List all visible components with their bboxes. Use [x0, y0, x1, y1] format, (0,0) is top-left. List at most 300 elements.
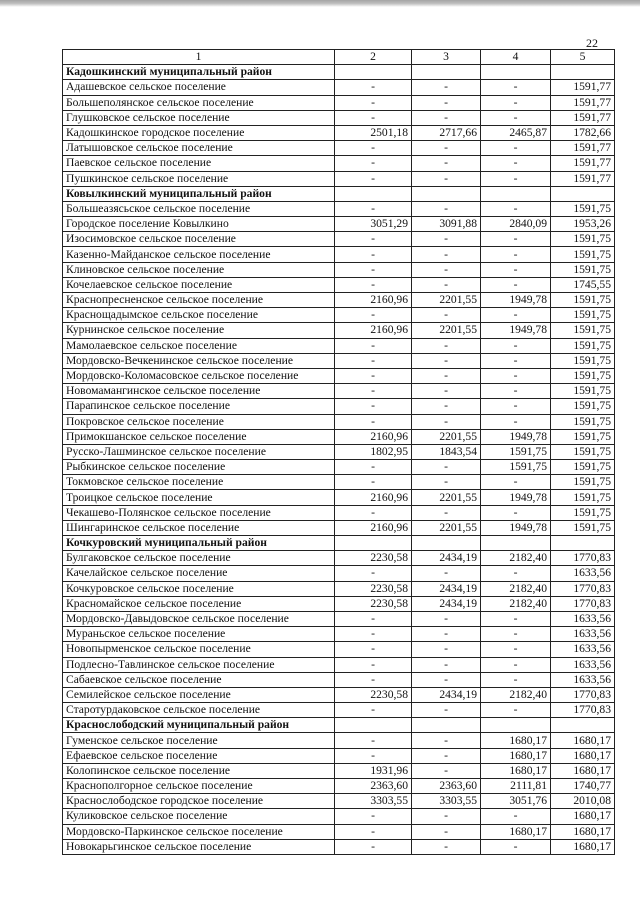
value-cell-col-3: - [412, 247, 481, 262]
table-row [63, 779, 615, 794]
header-col-3: 3 [412, 50, 481, 65]
value-cell-col-5: 1680,17 [551, 809, 615, 824]
settlement-name: Мамолаевское сельское поселение [63, 338, 335, 353]
settlement-name: Казенно-Майданское сельское поселение [63, 247, 335, 262]
value-cell-col-2: - [335, 809, 412, 824]
value-cell-col-5: 1591,75 [551, 399, 615, 414]
value-cell-col-2: - [335, 232, 412, 247]
value-cell-col-4: - [481, 156, 551, 171]
value-cell-col-5: 1770,83 [551, 581, 615, 596]
settlement-name: Изосимовское сельское поселение [63, 232, 335, 247]
value-cell-col-2: - [335, 748, 412, 763]
value-cell-col-5 [551, 718, 615, 733]
value-cell-col-4: - [481, 201, 551, 216]
value-cell-col-3: - [412, 201, 481, 216]
table-row [63, 156, 615, 171]
value-cell-col-5: 1591,75 [551, 293, 615, 308]
value-cell-col-3: - [412, 262, 481, 277]
value-cell-col-5: 1591,75 [551, 323, 615, 338]
value-cell-col-4 [481, 718, 551, 733]
table-body [63, 50, 615, 855]
settlement-name: Клиновское сельское поселение [63, 262, 335, 277]
value-cell-col-5: 1633,56 [551, 642, 615, 657]
settlement-name: Глушковское сельское поселение [63, 110, 335, 125]
value-cell-col-5: 1591,75 [551, 201, 615, 216]
value-cell-col-2: - [335, 824, 412, 839]
value-cell-col-4: - [481, 308, 551, 323]
value-cell-col-2: 1802,95 [335, 444, 412, 459]
table-row [63, 794, 615, 809]
table-header-row [63, 50, 615, 65]
value-cell-col-5: 1633,56 [551, 566, 615, 581]
table-row [63, 460, 615, 475]
value-cell-col-5: 1680,17 [551, 748, 615, 763]
value-cell-col-5 [551, 65, 615, 80]
value-cell-col-3: 2434,19 [412, 687, 481, 702]
value-cell-col-4: - [481, 703, 551, 718]
table-row [63, 353, 615, 368]
value-cell-col-3: - [412, 308, 481, 323]
value-cell-col-5: 1591,75 [551, 475, 615, 490]
table-row [63, 414, 615, 429]
value-cell-col-5: 1591,75 [551, 505, 615, 520]
value-cell-col-4: 1949,78 [481, 490, 551, 505]
value-cell-col-3: - [412, 156, 481, 171]
value-cell-col-3: - [412, 353, 481, 368]
value-cell-col-4: 2182,40 [481, 551, 551, 566]
settlement-name: Семилейское сельское поселение [63, 687, 335, 702]
table-row [63, 277, 615, 292]
value-cell-col-3: - [412, 672, 481, 687]
settlement-name: Троицкое сельское поселение [63, 490, 335, 505]
value-cell-col-5: 1633,56 [551, 627, 615, 642]
value-cell-col-2: - [335, 110, 412, 125]
value-cell-col-3: - [412, 763, 481, 778]
table-row [63, 262, 615, 277]
value-cell-col-4: - [481, 475, 551, 490]
value-cell-col-5: 1591,75 [551, 429, 615, 444]
value-cell-col-5: 1591,75 [551, 490, 615, 505]
value-cell-col-3: 2201,55 [412, 323, 481, 338]
value-cell-col-5: 1591,75 [551, 384, 615, 399]
value-cell-col-2: - [335, 733, 412, 748]
settlement-name: Русско-Лашминское сельское поселение [63, 444, 335, 459]
table-row [63, 95, 615, 110]
table-row [63, 110, 615, 125]
value-cell-col-4: - [481, 171, 551, 186]
settlement-name: Куликовское сельское поселение [63, 809, 335, 824]
value-cell-col-4: 1949,78 [481, 429, 551, 444]
value-cell-col-5: 1770,83 [551, 687, 615, 702]
value-cell-col-4: - [481, 141, 551, 156]
table-row [63, 566, 615, 581]
value-cell-col-5: 1591,75 [551, 368, 615, 383]
value-cell-col-3: - [412, 642, 481, 657]
page-number: 22 [586, 36, 598, 50]
value-cell-col-3: - [412, 368, 481, 383]
value-cell-col-4: 1949,78 [481, 293, 551, 308]
value-cell-col-2: - [335, 277, 412, 292]
settlement-name: Кадошкинское городское поселение [63, 125, 335, 140]
value-cell-col-4: - [481, 627, 551, 642]
value-cell-col-3: - [412, 110, 481, 125]
value-cell-col-2 [335, 718, 412, 733]
value-cell-col-4: 2111,81 [481, 779, 551, 794]
value-cell-col-4: 1949,78 [481, 323, 551, 338]
value-cell-col-3: - [412, 611, 481, 626]
tariff-table [62, 49, 615, 855]
value-cell-col-2: - [335, 247, 412, 262]
value-cell-col-3: 2434,19 [412, 551, 481, 566]
table-row [63, 839, 615, 854]
settlement-name: Краснопресненское сельское поселение [63, 293, 335, 308]
value-cell-col-4: - [481, 110, 551, 125]
table-row [63, 581, 615, 596]
value-cell-col-2: - [335, 156, 412, 171]
value-cell-col-4: - [481, 399, 551, 414]
settlement-name: Примокшанское сельское поселение [63, 429, 335, 444]
settlement-name: Гуменское сельское поселение [63, 733, 335, 748]
value-cell-col-4: - [481, 672, 551, 687]
value-cell-col-2: - [335, 627, 412, 642]
value-cell-col-3: - [412, 141, 481, 156]
value-cell-col-4: 1949,78 [481, 520, 551, 535]
section-header-row [63, 718, 615, 733]
value-cell-col-2: - [335, 308, 412, 323]
table-row [63, 763, 615, 778]
value-cell-col-5: 1745,55 [551, 277, 615, 292]
table-row [63, 642, 615, 657]
settlement-name: Чекашево-Полянское сельское поселение [63, 505, 335, 520]
value-cell-col-2: - [335, 262, 412, 277]
settlement-name: Городское поселение Ковылкино [63, 217, 335, 232]
value-cell-col-5 [551, 186, 615, 201]
value-cell-col-2: - [335, 338, 412, 353]
value-cell-col-2: - [335, 368, 412, 383]
table-row [63, 293, 615, 308]
value-cell-col-5: 1591,77 [551, 110, 615, 125]
table-row [63, 490, 615, 505]
table-row [63, 444, 615, 459]
value-cell-col-3: - [412, 399, 481, 414]
value-cell-col-4: - [481, 611, 551, 626]
value-cell-col-5: 1591,75 [551, 232, 615, 247]
value-cell-col-3: - [412, 414, 481, 429]
table-row [63, 399, 615, 414]
settlement-name: Адашевское сельское поселение [63, 80, 335, 95]
value-cell-col-2: 2230,58 [335, 687, 412, 702]
value-cell-col-3: 2434,19 [412, 581, 481, 596]
value-cell-col-5: 1591,75 [551, 414, 615, 429]
table-row [63, 687, 615, 702]
value-cell-col-4: - [481, 809, 551, 824]
value-cell-col-2: - [335, 505, 412, 520]
settlement-name: Колопинское сельское поселение [63, 763, 335, 778]
value-cell-col-2: 2160,96 [335, 293, 412, 308]
settlement-name: Токмовское сельское поселение [63, 475, 335, 490]
value-cell-col-4: 2840,09 [481, 217, 551, 232]
table-row [63, 384, 615, 399]
section-header-row [63, 536, 615, 551]
value-cell-col-4: - [481, 839, 551, 854]
value-cell-col-5: 2010,08 [551, 794, 615, 809]
value-cell-col-5: 1633,56 [551, 672, 615, 687]
value-cell-col-3: - [412, 824, 481, 839]
value-cell-col-3: 2434,19 [412, 596, 481, 611]
value-cell-col-4: 2182,40 [481, 687, 551, 702]
settlement-name: Булгаковское сельское поселение [63, 551, 335, 566]
section-title: Ковылкинский муниципальный район [63, 186, 335, 201]
header-col-4: 4 [481, 50, 551, 65]
value-cell-col-4: - [481, 80, 551, 95]
table-row [63, 551, 615, 566]
settlement-name: Новомамангинское сельское поселение [63, 384, 335, 399]
value-cell-col-5: 1591,77 [551, 141, 615, 156]
table-row [63, 627, 615, 642]
value-cell-col-4: 1680,17 [481, 763, 551, 778]
value-cell-col-3: - [412, 748, 481, 763]
value-cell-col-2: - [335, 566, 412, 581]
value-cell-col-2: 1931,96 [335, 763, 412, 778]
settlement-name: Краснослободское городское поселение [63, 794, 335, 809]
value-cell-col-3: - [412, 80, 481, 95]
table-row [63, 596, 615, 611]
settlement-name: Рыбкинское сельское поселение [63, 460, 335, 475]
value-cell-col-4 [481, 186, 551, 201]
value-cell-col-4 [481, 65, 551, 80]
value-cell-col-2: 2230,58 [335, 581, 412, 596]
value-cell-col-3 [412, 65, 481, 80]
value-cell-col-3: - [412, 95, 481, 110]
settlement-name: Мордовско-Давыдовское сельское поселение [63, 611, 335, 626]
table-row [63, 80, 615, 95]
value-cell-col-4: - [481, 338, 551, 353]
value-cell-col-3 [412, 718, 481, 733]
settlement-name: Парапинское сельское поселение [63, 399, 335, 414]
scan-edge-shadow [0, 0, 640, 7]
settlement-name: Новокарьгинское сельское поселение [63, 839, 335, 854]
value-cell-col-3: 3091,88 [412, 217, 481, 232]
value-cell-col-3: - [412, 505, 481, 520]
value-cell-col-2: - [335, 95, 412, 110]
table-row [63, 232, 615, 247]
settlement-name: Покровское сельское поселение [63, 414, 335, 429]
value-cell-col-2 [335, 186, 412, 201]
value-cell-col-3: - [412, 733, 481, 748]
header-col-1: 1 [63, 50, 335, 65]
value-cell-col-4: 1591,75 [481, 460, 551, 475]
settlement-name: Шингаринское сельское поселение [63, 520, 335, 535]
value-cell-col-5: 1591,75 [551, 460, 615, 475]
value-cell-col-5: 1591,75 [551, 262, 615, 277]
value-cell-col-5: 1591,77 [551, 156, 615, 171]
settlement-name: Мордовско-Коломасовское сельское поселение [63, 368, 335, 383]
table-row [63, 201, 615, 216]
value-cell-col-2: - [335, 171, 412, 186]
settlement-name: Сабаевское сельское поселение [63, 672, 335, 687]
table-row [63, 657, 615, 672]
table-row [63, 323, 615, 338]
value-cell-col-3 [412, 536, 481, 551]
value-cell-col-5: 1782,66 [551, 125, 615, 140]
value-cell-col-2: - [335, 475, 412, 490]
value-cell-col-4: - [481, 642, 551, 657]
settlement-name: Большеазясьское сельское поселение [63, 201, 335, 216]
value-cell-col-2: 3303,55 [335, 794, 412, 809]
value-cell-col-4: - [481, 353, 551, 368]
table-row [63, 429, 615, 444]
value-cell-col-3: 2717,66 [412, 125, 481, 140]
value-cell-col-2: - [335, 611, 412, 626]
settlement-name: Пушкинское сельское поселение [63, 171, 335, 186]
value-cell-col-3: - [412, 232, 481, 247]
settlement-name: Мураньское сельское поселение [63, 627, 335, 642]
value-cell-col-4: - [481, 262, 551, 277]
value-cell-col-5: 1591,77 [551, 80, 615, 95]
settlement-name: Мордовско-Вечкенинское сельское поселение [63, 353, 335, 368]
header-col-5: 5 [551, 50, 615, 65]
value-cell-col-3: - [412, 460, 481, 475]
value-cell-col-4: - [481, 566, 551, 581]
value-cell-col-2: 2160,96 [335, 323, 412, 338]
value-cell-col-5: 1591,75 [551, 353, 615, 368]
value-cell-col-4: - [481, 95, 551, 110]
value-cell-col-5: 1591,77 [551, 95, 615, 110]
table-row [63, 748, 615, 763]
value-cell-col-3: 1843,54 [412, 444, 481, 459]
settlement-name: Краснополгорное сельское поселение [63, 779, 335, 794]
value-cell-col-4: 2465,87 [481, 125, 551, 140]
value-cell-col-5: 1591,75 [551, 247, 615, 262]
value-cell-col-4 [481, 536, 551, 551]
value-cell-col-5: 1680,17 [551, 824, 615, 839]
value-cell-col-5: 1591,77 [551, 171, 615, 186]
value-cell-col-4: - [481, 232, 551, 247]
value-cell-col-5: 1680,17 [551, 839, 615, 854]
table-row [63, 824, 615, 839]
value-cell-col-4: - [481, 657, 551, 672]
section-header-row [63, 65, 615, 80]
value-cell-col-4: 2182,40 [481, 581, 551, 596]
value-cell-col-5: 1770,83 [551, 551, 615, 566]
value-cell-col-2 [335, 65, 412, 80]
value-cell-col-3 [412, 186, 481, 201]
value-cell-col-5: 1680,17 [551, 763, 615, 778]
table-row [63, 141, 615, 156]
value-cell-col-3: 2201,55 [412, 490, 481, 505]
table-row [63, 733, 615, 748]
settlement-name: Качелайское сельское поселение [63, 566, 335, 581]
settlement-name: Латышовское сельское поселение [63, 141, 335, 156]
section-title: Кадошкинский муниципальный район [63, 65, 335, 80]
table-row [63, 672, 615, 687]
table-row [63, 505, 615, 520]
value-cell-col-2: - [335, 839, 412, 854]
value-cell-col-3: - [412, 566, 481, 581]
settlement-name: Кочелаевское сельское поселение [63, 277, 335, 292]
value-cell-col-4: - [481, 384, 551, 399]
settlement-name: Мордовско-Паркинское сельское поселение [63, 824, 335, 839]
value-cell-col-3: 2201,55 [412, 520, 481, 535]
value-cell-col-4: 2182,40 [481, 596, 551, 611]
value-cell-col-2: 2160,96 [335, 429, 412, 444]
value-cell-col-2: 2230,58 [335, 596, 412, 611]
settlement-name: Старотурдаковское сельское поселение [63, 703, 335, 718]
value-cell-col-2: - [335, 460, 412, 475]
value-cell-col-3: 2201,55 [412, 429, 481, 444]
table-row [63, 475, 615, 490]
value-cell-col-2: 2230,58 [335, 551, 412, 566]
value-cell-col-3: - [412, 657, 481, 672]
value-cell-col-5 [551, 536, 615, 551]
value-cell-col-5: 1591,75 [551, 338, 615, 353]
value-cell-col-5: 1591,75 [551, 520, 615, 535]
value-cell-col-2: - [335, 672, 412, 687]
settlement-name: Паевское сельское поселение [63, 156, 335, 171]
table-row [63, 338, 615, 353]
settlement-name: Новопырменское сельское поселение [63, 642, 335, 657]
value-cell-col-3: - [412, 703, 481, 718]
value-cell-col-2: - [335, 399, 412, 414]
table-row [63, 703, 615, 718]
value-cell-col-4: 1680,17 [481, 824, 551, 839]
section-header-row [63, 186, 615, 201]
value-cell-col-2: - [335, 80, 412, 95]
value-cell-col-2: - [335, 353, 412, 368]
table-row [63, 247, 615, 262]
table-row [63, 809, 615, 824]
value-cell-col-2: - [335, 141, 412, 156]
value-cell-col-4: 1591,75 [481, 444, 551, 459]
settlement-name: Краснощадымское сельское поселение [63, 308, 335, 323]
value-cell-col-2: - [335, 703, 412, 718]
settlement-name: Большеполянское сельское поселение [63, 95, 335, 110]
value-cell-col-2: - [335, 657, 412, 672]
settlement-name: Ефаевское сельское поселение [63, 748, 335, 763]
table-row [63, 125, 615, 140]
value-cell-col-2: 2363,60 [335, 779, 412, 794]
value-cell-col-5: 1633,56 [551, 611, 615, 626]
table-row [63, 368, 615, 383]
header-col-2: 2 [335, 50, 412, 65]
value-cell-col-2: 2160,96 [335, 520, 412, 535]
value-cell-col-5: 1680,17 [551, 733, 615, 748]
value-cell-col-4: - [481, 414, 551, 429]
value-cell-col-3: - [412, 475, 481, 490]
value-cell-col-3: - [412, 627, 481, 642]
value-cell-col-4: - [481, 247, 551, 262]
value-cell-col-5: 1633,56 [551, 657, 615, 672]
value-cell-col-3: - [412, 809, 481, 824]
value-cell-col-3: - [412, 277, 481, 292]
value-cell-col-2: 2160,96 [335, 490, 412, 505]
table-row [63, 308, 615, 323]
value-cell-col-2: 2501,18 [335, 125, 412, 140]
value-cell-col-2: - [335, 201, 412, 216]
value-cell-col-3: 2363,60 [412, 779, 481, 794]
value-cell-col-5: 1770,83 [551, 596, 615, 611]
section-title: Кочкуровский муниципальный район [63, 536, 335, 551]
value-cell-col-4: 1680,17 [481, 733, 551, 748]
value-cell-col-2 [335, 536, 412, 551]
settlement-name: Кочкуровское сельское поселение [63, 581, 335, 596]
value-cell-col-2: - [335, 384, 412, 399]
table-row [63, 520, 615, 535]
settlement-name: Курнинское сельское поселение [63, 323, 335, 338]
value-cell-col-3: 2201,55 [412, 293, 481, 308]
table-row [63, 171, 615, 186]
value-cell-col-3: - [412, 839, 481, 854]
